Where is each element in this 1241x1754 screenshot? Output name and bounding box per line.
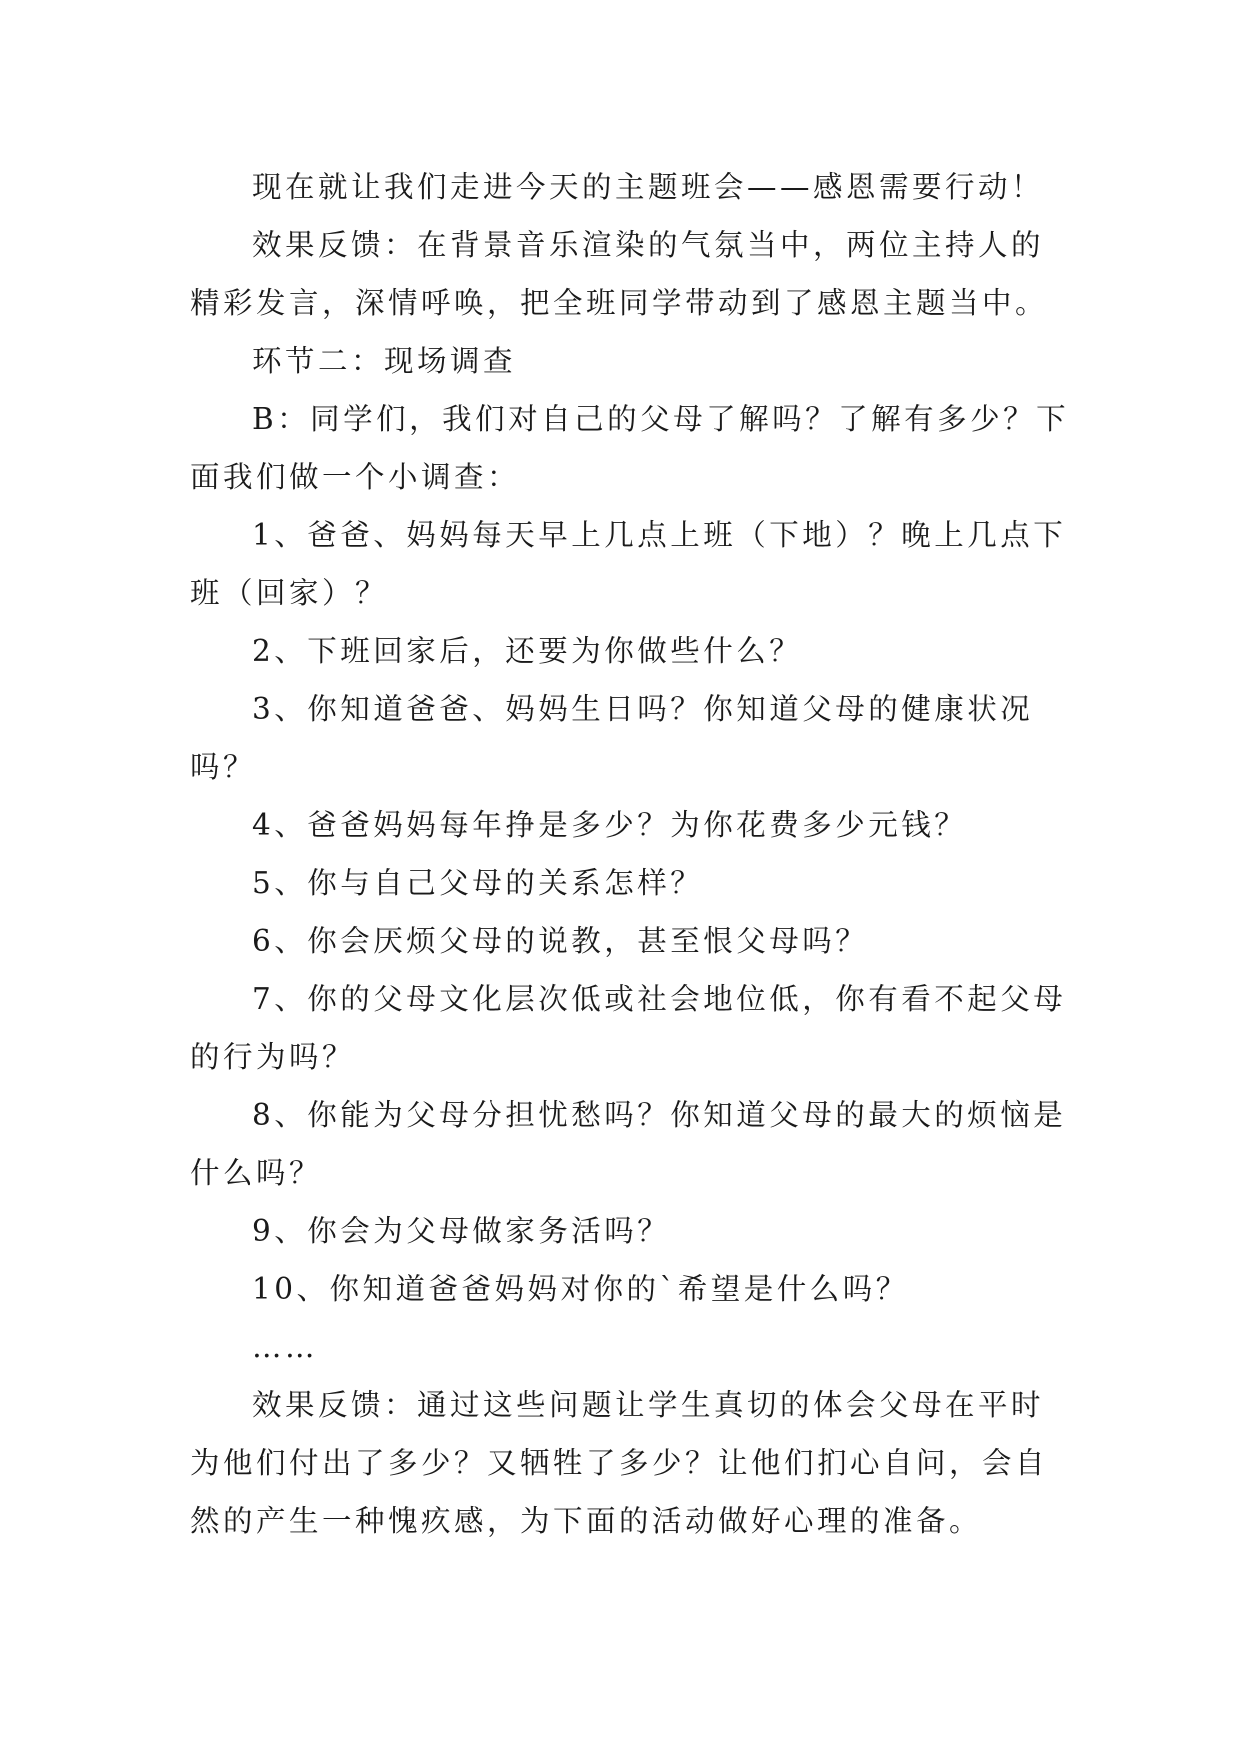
paragraph-feedback-2: 效果反馈：通过这些问题让学生真切的体会父母在平时为他们付出了多少？又牺牲了多少？让他们扪心自问，会自然的产生一种愧疚感，为下面的活动做好心理的准备。 [190, 1388, 1049, 1538]
survey-question-5: 5、你与自己父母的关系怎样？ [252, 866, 704, 900]
survey-question-1: 1、爸爸、妈妈每天早上几点上班（下地）？晚上几点下班（回家）？ [190, 518, 1067, 610]
paragraph-feedback-1: 效果反馈：在背景音乐渲染的气氛当中，两位主持人的精彩发言，深情呼唤，把全班同学带动到了感恩主题当中。 [190, 228, 1049, 320]
survey-question-8: 8、你能为父母分担忧愁吗？你知道父母的最大的烦恼是什么吗？ [190, 1098, 1067, 1190]
survey-question-10: 10、你知道爸爸妈妈对你的`希望是什么吗？ [252, 1272, 909, 1306]
survey-question-3: 3、你知道爸爸、妈妈生日吗？你知道父母的健康状况吗？ [190, 692, 1034, 784]
survey-question-6: 6、你会厌烦父母的说教，甚至恨父母吗？ [252, 924, 869, 958]
survey-question-2: 2、下班回家后，还要为你做些什么？ [252, 634, 803, 668]
section-heading: 环节二：现场调查 [252, 344, 517, 378]
ellipsis: …… [252, 1330, 318, 1364]
paragraph-survey-intro: B：同学们，我们对自己的父母了解吗？了解有多少？下面我们做一个小调查： [190, 402, 1070, 494]
survey-question-9: 9、你会为父母做家务活吗？ [252, 1214, 671, 1248]
document-body [190, 158, 1070, 1550]
paragraph-intro: 现在就让我们走进今天的主题班会——感恩需要行动！ [252, 170, 1045, 204]
survey-question-7: 7、你的父母文化层次低或社会地位低，你有看不起父母的行为吗？ [190, 982, 1067, 1074]
survey-question-4: 4、爸爸妈妈每年挣是多少？为你花费多少元钱？ [252, 808, 968, 842]
